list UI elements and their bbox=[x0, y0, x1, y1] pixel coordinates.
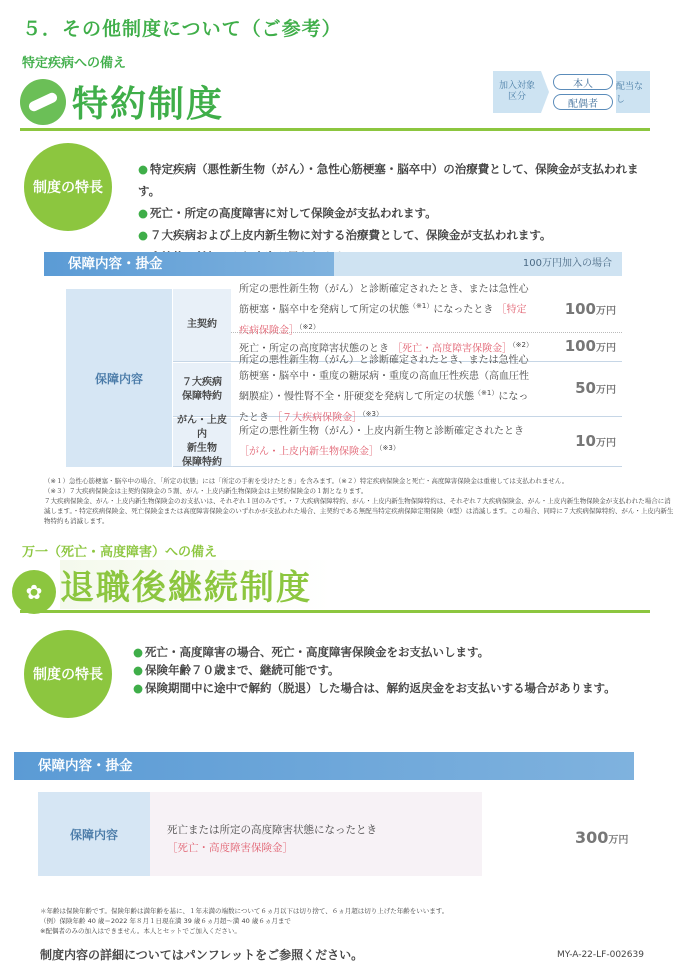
tokuyaku-notes bbox=[44, 476, 674, 526]
taishoku-title: 退職後継続制度 bbox=[60, 560, 332, 609]
category-self: 本人 bbox=[553, 74, 613, 90]
category-spouse: 配偶者 bbox=[553, 94, 613, 110]
coverage-row: 所定の悪性新生物（がん）・上皮内新生物と診断確定されたとき ［がん・上皮内新生物保険金］$^{(※3)}$ 10万円 bbox=[231, 418, 622, 467]
coverage-amount: 300万円 bbox=[575, 828, 629, 847]
note-line: ※配偶者のみの加入はできません。本人とセットでご加入ください。 bbox=[40, 927, 241, 935]
note-line: （※３）７大疾病保険金は主契約保険金の５割、がん・上皮内新生物保険金は主契約保険金の１割となります。 bbox=[44, 487, 368, 495]
group-cancer: がん・上皮内 新生物 保障特約 bbox=[173, 418, 231, 467]
group-7-diseases: ７大疾病 保障特約 bbox=[173, 363, 231, 417]
coverage-benefit: ［死亡・高度障害保険金］ bbox=[167, 842, 293, 854]
footer-note: 制度内容の詳細についてはパンフレットをご参照ください。 bbox=[40, 948, 364, 962]
enrollment-category bbox=[493, 71, 650, 113]
coverage-row: 死亡・所定の高度障害状態のとき ［死亡・高度障害保険金］$^{(※2)}$ 100万円 bbox=[231, 333, 622, 362]
feature-item: ● 死亡・所定の高度障害に対して保険金が支払われます。 bbox=[138, 206, 437, 220]
feature-item: ● ７大疾病および上皮内新生物に対する治療費として、保険金が支払われます。 bbox=[138, 228, 552, 242]
coverage-bar-title: 保障内容・掛金 bbox=[44, 252, 334, 276]
coverage-bar-title: 保障内容・掛金 bbox=[14, 752, 634, 780]
tokuyaku-title: 特約制度 bbox=[72, 84, 225, 125]
arrow-right-icon bbox=[541, 71, 549, 113]
enrollment-category-text: 加入対象 区分 bbox=[498, 81, 535, 102]
section-title: ５．その他制度について（ご参考） bbox=[22, 18, 342, 40]
taishoku-notes bbox=[40, 906, 660, 936]
coverage-bar bbox=[44, 252, 622, 276]
coverage-bar bbox=[14, 752, 634, 780]
document-code: MY-A-22-LF-002639 bbox=[557, 950, 644, 960]
note-line: （例）保険年齢 40 歳＝2022 年８月１日現在満 39 歳６ヵ月超～満 40 歳６ヵ月まで bbox=[40, 917, 291, 925]
medicine-icon bbox=[20, 79, 66, 125]
coverage-label: 保障内容 bbox=[66, 289, 172, 467]
feature-item: ● 特定疾病（悪性新生物（がん）・急性心筋梗塞・脳卒中）の治療費として、保険金が支払われます。 bbox=[138, 162, 639, 198]
coverage-row: 所定の悪性新生物（がん）と診断確定されたとき、または急性心筋梗塞・脳卒中を発病して所定の状態$^{(※1)}$になったとき ［特定疾病保険金］$^{(※2)}$ 100万円 bbox=[231, 289, 622, 333]
tokuyaku-subtitle: 特定疾病への備え bbox=[22, 56, 127, 71]
feature-item: ● 死亡・高度障害の場合、死亡・高度障害保険金をお支払いします。 bbox=[133, 645, 490, 659]
feature-item: ● 保険年齢７０歳まで、継続可能です。 bbox=[133, 663, 340, 677]
no-dividend-label: 配当なし bbox=[616, 71, 650, 113]
coverage-bar-note: 100万円加入の場合 bbox=[522, 258, 612, 269]
coverage-label: 保障内容 bbox=[38, 792, 150, 876]
note-line: （※１）急性心筋梗塞・脳卒中の場合、「所定の状態」には「所定の手術を受けたとき」を含みます。（※２）特定疾病保険金と死亡・高度障害保険金は重複しては支払われません。 bbox=[44, 477, 569, 485]
feature-label: 制度の特長 bbox=[24, 630, 112, 718]
feature-label: 制度の特長 bbox=[24, 143, 112, 231]
enrollment-category-label bbox=[493, 71, 541, 113]
feature-item: ● 保険期間中に途中で解約（脱退）した場合は、解約返戻金をお支払いする場合があります。 bbox=[133, 681, 616, 695]
taishoku-subtitle: 万一（死亡・高度障害）への備え bbox=[22, 545, 218, 560]
coverage-desc bbox=[167, 821, 377, 857]
feature-list bbox=[133, 643, 673, 697]
note-line: ７大疾病保険金、がん・上皮内新生物保険金のお支払いは、それぞれ１回のみです。・７大疾病保障特約、がん・上皮内新生物保障特約は、それぞれ７大疾病保険金、がん・上皮内新生物保険金が支払われた場合に消滅します。・特定疾病保険金、死亡保険金または高度障害保険金のいずれかが支払われた場合、主契約である無配当特定疾病保障定期保険（Ⅱ型）は消滅します。この場合、同時に７大疾病保障特約、がん・上皮内新生物特約も消滅します。 bbox=[44, 497, 674, 525]
note-line: ＊年齢は保険年齢です。保険年齢は満年齢を基に、１年未満の端数について６ヵ月以下は切り捨て、６ヵ月超は切り上げた年齢をいいます。 bbox=[40, 907, 449, 915]
title-underline bbox=[20, 610, 650, 613]
group-main: 主契約 bbox=[173, 289, 231, 362]
coverage-row: 所定の悪性新生物（がん）と診断確定されたとき、または急性心筋梗塞・脳卒中・重度の糖尿病・重度の高血圧性疾患（高血圧性網膜症）・慢性腎不全・肝硬変を発病して所定の状態$^{(※1)}$になったとき ［７大疾病保険金］$^{(※3)}$ 50万円 bbox=[231, 363, 622, 417]
coverage-text: 死亡または所定の高度障害状態になったとき bbox=[167, 824, 377, 836]
family-icon: ✿ bbox=[12, 570, 56, 614]
title-underline bbox=[20, 128, 650, 131]
